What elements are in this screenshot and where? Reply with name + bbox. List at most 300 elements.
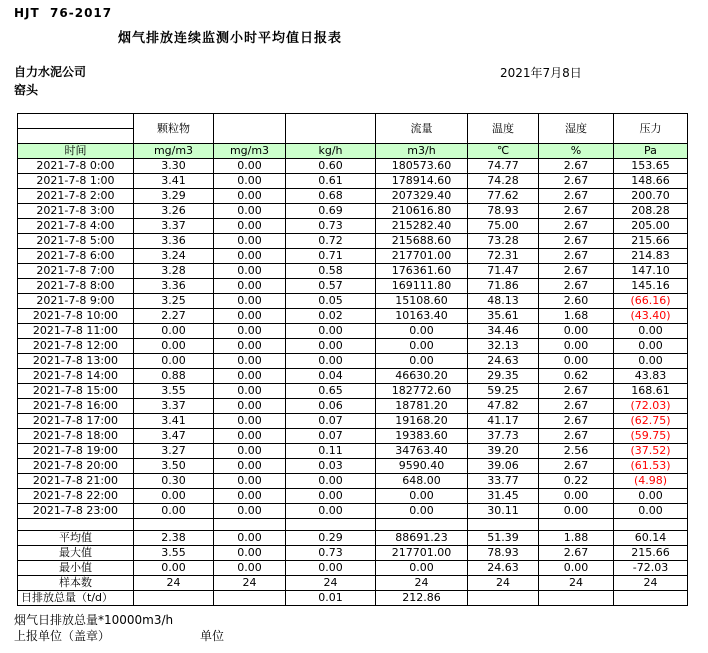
value-cell: 2.67: [539, 459, 614, 474]
summary-value-cell: 0.00: [376, 561, 468, 576]
table-row: [18, 489, 688, 504]
value-cell: 0.00: [134, 504, 214, 519]
value-cell: 10163.40: [376, 309, 468, 324]
value-cell: 0.61: [286, 174, 376, 189]
summary-row: [18, 591, 688, 606]
value-cell: 208.28: [614, 204, 688, 219]
value-cell: 0.00: [214, 294, 286, 309]
value-cell: 59.25: [468, 384, 539, 399]
table-row: [18, 309, 688, 324]
value-cell: 47.82: [468, 399, 539, 414]
value-cell: 35.61: [468, 309, 539, 324]
value-cell: 72.31: [468, 249, 539, 264]
header-rows: [18, 114, 688, 159]
page-title: 烟气排放连续监测小时平均值日报表: [118, 31, 343, 46]
time-cell: 2021-7-8 5:00: [18, 234, 134, 249]
time-cell: 2021-7-8 2:00: [18, 189, 134, 204]
table-row: [18, 324, 688, 339]
footer-report-unit: 上报单位（盖章）: [14, 629, 111, 643]
table-row: [18, 234, 688, 249]
table-row: [18, 474, 688, 489]
time-cell: 2021-7-8 22:00: [18, 489, 134, 504]
summary-value-cell: 2.67: [539, 546, 614, 561]
empty-cell: [18, 519, 134, 531]
value-cell: 0.00: [376, 354, 468, 369]
summary-value-cell: 24: [134, 576, 214, 591]
summary-value-cell: [468, 591, 539, 606]
value-cell: 205.00: [614, 219, 688, 234]
value-cell: 73.28: [468, 234, 539, 249]
empty-cell: [286, 519, 376, 531]
value-cell: 0.00: [214, 219, 286, 234]
summary-label: 日排放总量（t/d）: [18, 591, 134, 606]
value-cell: (59.75): [614, 429, 688, 444]
value-cell: 0.00: [214, 264, 286, 279]
summary-value-cell: 0.00: [539, 561, 614, 576]
value-cell: 0.00: [214, 159, 286, 174]
value-cell: 0.00: [539, 324, 614, 339]
table-row: [18, 249, 688, 264]
value-cell: 0.00: [614, 504, 688, 519]
value-cell: 39.20: [468, 444, 539, 459]
value-cell: 0.00: [214, 354, 286, 369]
time-cell: 2021-7-8 3:00: [18, 204, 134, 219]
unit-pa: Pa: [614, 144, 688, 159]
value-cell: 0.00: [134, 354, 214, 369]
unit-mg-m3-1: mg/m3: [134, 144, 214, 159]
value-cell: 46630.20: [376, 369, 468, 384]
time-cell: 2021-7-8 23:00: [18, 504, 134, 519]
value-cell: 0.00: [214, 174, 286, 189]
col-header-humidity: 湿度: [539, 114, 614, 144]
empty-cell: [376, 519, 468, 531]
value-cell: (72.03): [614, 399, 688, 414]
value-cell: 0.02: [286, 309, 376, 324]
col-header-pressure: 压力: [614, 114, 688, 144]
value-cell: 3.25: [134, 294, 214, 309]
value-cell: 19168.20: [376, 414, 468, 429]
value-cell: 3.29: [134, 189, 214, 204]
summary-row: [18, 561, 688, 576]
summary-label: 样本数: [18, 576, 134, 591]
value-cell: 217701.00: [376, 249, 468, 264]
summary-value-cell: 60.14: [614, 531, 688, 546]
value-cell: 33.77: [468, 474, 539, 489]
value-cell: 0.00: [376, 504, 468, 519]
value-cell: 43.83: [614, 369, 688, 384]
time-cell: 2021-7-8 8:00: [18, 279, 134, 294]
value-cell: 0.00: [214, 249, 286, 264]
value-cell: 0.00: [539, 354, 614, 369]
value-cell: 0.00: [286, 504, 376, 519]
value-cell: 0.00: [376, 489, 468, 504]
summary-value-cell: 3.55: [134, 546, 214, 561]
unit-kg-h: kg/h: [286, 144, 376, 159]
summary-value-cell: -72.03: [614, 561, 688, 576]
summary-label: 最大值: [18, 546, 134, 561]
table-row: [18, 279, 688, 294]
value-cell: 0.68: [286, 189, 376, 204]
value-cell: 3.36: [134, 234, 214, 249]
group-header-row: [18, 114, 688, 129]
value-cell: 0.00: [286, 339, 376, 354]
value-cell: 0.00: [134, 339, 214, 354]
value-cell: 0.00: [214, 429, 286, 444]
value-cell: 32.13: [468, 339, 539, 354]
summary-value-cell: 215.66: [614, 546, 688, 561]
summary-value-cell: 24.63: [468, 561, 539, 576]
value-cell: 18781.20: [376, 399, 468, 414]
value-cell: 2.67: [539, 249, 614, 264]
value-cell: 2.67: [539, 429, 614, 444]
corner-cell-bottom: [18, 129, 134, 144]
value-cell: 0.00: [286, 489, 376, 504]
value-cell: 215282.40: [376, 219, 468, 234]
value-cell: 0.04: [286, 369, 376, 384]
value-cell: 0.00: [214, 399, 286, 414]
value-cell: 3.24: [134, 249, 214, 264]
summary-value-cell: 0.01: [286, 591, 376, 606]
empty-cell: [539, 519, 614, 531]
value-cell: 169111.80: [376, 279, 468, 294]
value-cell: (66.16): [614, 294, 688, 309]
value-cell: 168.61: [614, 384, 688, 399]
value-cell: 0.00: [539, 489, 614, 504]
summary-label: 平均值: [18, 531, 134, 546]
empty-cell: [468, 519, 539, 531]
value-cell: 648.00: [376, 474, 468, 489]
value-cell: 0.00: [214, 384, 286, 399]
col-header-temperature: 温度: [468, 114, 539, 144]
summary-label: 最小值: [18, 561, 134, 576]
value-cell: (37.52): [614, 444, 688, 459]
value-cell: 3.41: [134, 414, 214, 429]
value-cell: 0.58: [286, 264, 376, 279]
summary-value-cell: 0.00: [286, 561, 376, 576]
value-cell: 207329.40: [376, 189, 468, 204]
value-cell: 74.28: [468, 174, 539, 189]
time-cell: 2021-7-8 19:00: [18, 444, 134, 459]
value-cell: 0.72: [286, 234, 376, 249]
value-cell: 31.45: [468, 489, 539, 504]
table-row: [18, 429, 688, 444]
time-header: 时间: [18, 144, 134, 159]
time-cell: 2021-7-8 14:00: [18, 369, 134, 384]
unit-m3-h: m3/h: [376, 144, 468, 159]
value-cell: 0.60: [286, 159, 376, 174]
value-cell: 74.77: [468, 159, 539, 174]
value-cell: 3.37: [134, 399, 214, 414]
value-cell: 0.03: [286, 459, 376, 474]
value-cell: 0.07: [286, 429, 376, 444]
table-row: [18, 369, 688, 384]
unit-percent: %: [539, 144, 614, 159]
value-cell: 215688.60: [376, 234, 468, 249]
value-cell: 0.00: [614, 489, 688, 504]
time-cell: 2021-7-8 1:00: [18, 174, 134, 189]
summary-value-cell: [134, 591, 214, 606]
footer-unit: 单位: [200, 629, 225, 643]
time-cell: 2021-7-8 7:00: [18, 264, 134, 279]
table-row: [18, 339, 688, 354]
value-cell: 3.26: [134, 204, 214, 219]
value-cell: 214.83: [614, 249, 688, 264]
value-cell: 2.67: [539, 174, 614, 189]
value-cell: 78.93: [468, 204, 539, 219]
unit-mg-m3-2: mg/m3: [214, 144, 286, 159]
value-cell: 3.47: [134, 429, 214, 444]
value-cell: 39.06: [468, 459, 539, 474]
value-cell: (61.53): [614, 459, 688, 474]
value-cell: 176361.60: [376, 264, 468, 279]
value-cell: 0.65: [286, 384, 376, 399]
summary-value-cell: 0.00: [214, 531, 286, 546]
value-cell: 0.00: [134, 489, 214, 504]
value-cell: 0.73: [286, 219, 376, 234]
value-cell: 0.00: [214, 309, 286, 324]
value-cell: 0.00: [214, 489, 286, 504]
time-cell: 2021-7-8 16:00: [18, 399, 134, 414]
summary-value-cell: 0.00: [134, 561, 214, 576]
summary-value-cell: 24: [614, 576, 688, 591]
summary-value-cell: 78.93: [468, 546, 539, 561]
value-cell: 0.00: [214, 339, 286, 354]
table-row: [18, 354, 688, 369]
value-cell: 3.27: [134, 444, 214, 459]
table-row: [18, 264, 688, 279]
value-cell: 9590.40: [376, 459, 468, 474]
time-cell: 2021-7-8 13:00: [18, 354, 134, 369]
summary-value-cell: 24: [539, 576, 614, 591]
time-cell: 2021-7-8 9:00: [18, 294, 134, 309]
table-row: [18, 459, 688, 474]
value-cell: 0.62: [539, 369, 614, 384]
time-cell: 2021-7-8 18:00: [18, 429, 134, 444]
value-cell: 0.00: [214, 459, 286, 474]
value-cell: 0.00: [214, 414, 286, 429]
col-header-empty-2: [286, 114, 376, 144]
value-cell: 0.00: [376, 339, 468, 354]
value-cell: 30.11: [468, 504, 539, 519]
value-cell: 0.00: [214, 279, 286, 294]
time-cell: 2021-7-8 20:00: [18, 459, 134, 474]
value-cell: 0.69: [286, 204, 376, 219]
summary-value-cell: 51.39: [468, 531, 539, 546]
value-cell: 0.06: [286, 399, 376, 414]
summary-value-cell: 0.73: [286, 546, 376, 561]
value-cell: 0.00: [614, 354, 688, 369]
col-header-particulate: 颗粒物: [134, 114, 214, 144]
value-cell: 3.55: [134, 384, 214, 399]
empty-cell: [614, 519, 688, 531]
summary-rows: [18, 519, 688, 606]
summary-value-cell: 1.88: [539, 531, 614, 546]
value-cell: 2.67: [539, 399, 614, 414]
table-row: [18, 384, 688, 399]
value-cell: 71.47: [468, 264, 539, 279]
value-cell: 0.00: [539, 339, 614, 354]
summary-row: [18, 576, 688, 591]
col-header-flow: 流量: [376, 114, 468, 144]
value-cell: 19383.60: [376, 429, 468, 444]
value-cell: 0.00: [376, 324, 468, 339]
value-cell: 2.67: [539, 279, 614, 294]
summary-value-cell: 0.00: [214, 546, 286, 561]
value-cell: 210616.80: [376, 204, 468, 219]
value-cell: 153.65: [614, 159, 688, 174]
unit-celsius: ℃: [468, 144, 539, 159]
value-cell: 2.56: [539, 444, 614, 459]
station-name: 窑头: [14, 83, 39, 97]
value-cell: 48.13: [468, 294, 539, 309]
table-row: [18, 189, 688, 204]
summary-value-cell: 24: [214, 576, 286, 591]
value-cell: 2.67: [539, 234, 614, 249]
unit-header-row: [18, 144, 688, 159]
time-cell: 2021-7-8 6:00: [18, 249, 134, 264]
value-cell: 34.46: [468, 324, 539, 339]
value-cell: 0.00: [286, 354, 376, 369]
value-cell: 147.10: [614, 264, 688, 279]
value-cell: 0.00: [539, 504, 614, 519]
table-row: [18, 204, 688, 219]
value-cell: 29.35: [468, 369, 539, 384]
value-cell: 2.67: [539, 384, 614, 399]
summary-value-cell: 0.00: [214, 561, 286, 576]
value-cell: 0.00: [214, 369, 286, 384]
value-cell: 0.71: [286, 249, 376, 264]
value-cell: 3.30: [134, 159, 214, 174]
summary-value-cell: 0.29: [286, 531, 376, 546]
value-cell: 0.00: [214, 324, 286, 339]
summary-value-cell: [614, 591, 688, 606]
table-row: [18, 174, 688, 189]
value-cell: 2.60: [539, 294, 614, 309]
value-cell: 215.66: [614, 234, 688, 249]
corner-cell-top: [18, 114, 134, 129]
time-cell: 2021-7-8 12:00: [18, 339, 134, 354]
value-cell: 0.00: [286, 324, 376, 339]
summary-value-cell: 24: [468, 576, 539, 591]
summary-value-cell: 217701.00: [376, 546, 468, 561]
value-cell: 0.88: [134, 369, 214, 384]
value-cell: 0.00: [214, 204, 286, 219]
time-cell: 2021-7-8 15:00: [18, 384, 134, 399]
table-row: [18, 159, 688, 174]
time-cell: 2021-7-8 17:00: [18, 414, 134, 429]
value-cell: 0.11: [286, 444, 376, 459]
value-cell: 15108.60: [376, 294, 468, 309]
summary-value-cell: 24: [286, 576, 376, 591]
value-cell: (62.75): [614, 414, 688, 429]
value-cell: 2.67: [539, 159, 614, 174]
value-cell: 0.00: [214, 444, 286, 459]
value-cell: 0.00: [286, 474, 376, 489]
value-cell: 3.28: [134, 264, 214, 279]
value-cell: 200.70: [614, 189, 688, 204]
value-cell: 182772.60: [376, 384, 468, 399]
value-cell: 2.27: [134, 309, 214, 324]
value-cell: 0.00: [614, 339, 688, 354]
value-cell: 0.57: [286, 279, 376, 294]
report-table: [17, 113, 688, 606]
summary-value-cell: [539, 591, 614, 606]
empty-cell: [134, 519, 214, 531]
table-row: [18, 399, 688, 414]
time-cell: 2021-7-8 0:00: [18, 159, 134, 174]
col-header-empty-1: [214, 114, 286, 144]
value-cell: 0.00: [214, 474, 286, 489]
value-cell: 0.05: [286, 294, 376, 309]
value-cell: 148.66: [614, 174, 688, 189]
value-cell: (4.98): [614, 474, 688, 489]
value-cell: 0.00: [214, 504, 286, 519]
value-cell: 1.68: [539, 309, 614, 324]
empty-cell: [214, 519, 286, 531]
value-cell: 0.00: [214, 189, 286, 204]
value-cell: 77.62: [468, 189, 539, 204]
summary-value-cell: 2.38: [134, 531, 214, 546]
value-cell: 2.67: [539, 189, 614, 204]
value-cell: 3.37: [134, 219, 214, 234]
table-row: [18, 504, 688, 519]
value-cell: 0.30: [134, 474, 214, 489]
standard-number: HJT 76-2017: [14, 6, 113, 20]
value-cell: 0.00: [214, 234, 286, 249]
value-cell: 2.67: [539, 264, 614, 279]
value-cell: 24.63: [468, 354, 539, 369]
value-cell: 0.07: [286, 414, 376, 429]
data-rows: [18, 159, 688, 519]
value-cell: 41.17: [468, 414, 539, 429]
footer-note: 烟气日排放总量*10000m3/h: [14, 613, 174, 627]
value-cell: 178914.60: [376, 174, 468, 189]
table-row: [18, 219, 688, 234]
summary-value-cell: [214, 591, 286, 606]
time-cell: 2021-7-8 21:00: [18, 474, 134, 489]
summary-row: [18, 546, 688, 561]
time-cell: 2021-7-8 4:00: [18, 219, 134, 234]
spacer-row: [18, 519, 688, 531]
value-cell: 180573.60: [376, 159, 468, 174]
summary-row: [18, 531, 688, 546]
value-cell: 0.22: [539, 474, 614, 489]
value-cell: 3.50: [134, 459, 214, 474]
value-cell: 2.67: [539, 219, 614, 234]
value-cell: 71.86: [468, 279, 539, 294]
table-row: [18, 444, 688, 459]
value-cell: 0.00: [134, 324, 214, 339]
value-cell: 37.73: [468, 429, 539, 444]
value-cell: 2.67: [539, 414, 614, 429]
value-cell: (43.40): [614, 309, 688, 324]
value-cell: 3.36: [134, 279, 214, 294]
time-cell: 2021-7-8 10:00: [18, 309, 134, 324]
value-cell: 34763.40: [376, 444, 468, 459]
company-name: 自力水泥公司: [14, 65, 87, 79]
value-cell: 145.16: [614, 279, 688, 294]
summary-value-cell: 24: [376, 576, 468, 591]
table-row: [18, 414, 688, 429]
value-cell: 0.00: [614, 324, 688, 339]
table-row: [18, 294, 688, 309]
report-date: 2021年7月8日: [500, 66, 582, 80]
summary-value-cell: 212.86: [376, 591, 468, 606]
value-cell: 75.00: [468, 219, 539, 234]
time-cell: 2021-7-8 11:00: [18, 324, 134, 339]
value-cell: 3.41: [134, 174, 214, 189]
summary-value-cell: 88691.23: [376, 531, 468, 546]
